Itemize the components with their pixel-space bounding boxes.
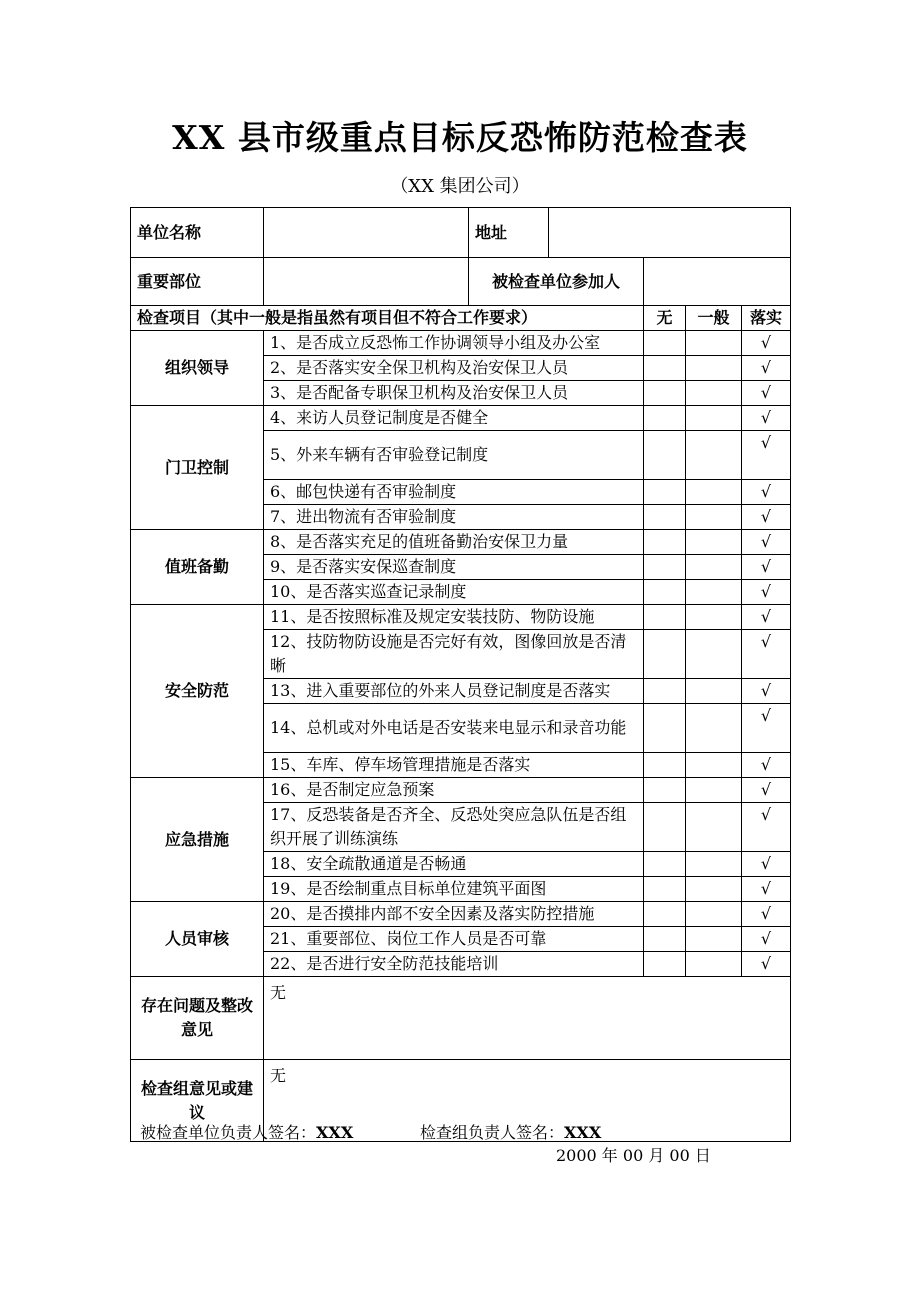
done-check-mark[interactable]: √ bbox=[742, 356, 791, 381]
none-cell[interactable] bbox=[644, 356, 686, 381]
category-label: 门卫控制 bbox=[131, 406, 264, 530]
category-label: 组织领导 bbox=[131, 331, 264, 406]
none-cell[interactable] bbox=[644, 480, 686, 505]
general-cell[interactable] bbox=[686, 331, 742, 356]
general-cell[interactable] bbox=[686, 877, 742, 902]
done-check-mark[interactable]: √ bbox=[742, 605, 791, 630]
general-cell[interactable] bbox=[686, 356, 742, 381]
opinion-field[interactable]: 无 bbox=[264, 1060, 791, 1142]
unit-signature-value: XXX bbox=[316, 1123, 354, 1142]
none-cell[interactable] bbox=[644, 381, 686, 406]
general-cell[interactable] bbox=[686, 902, 742, 927]
general-cell[interactable] bbox=[686, 927, 742, 952]
done-check-mark[interactable]: √ bbox=[742, 753, 791, 778]
participants-field[interactable] bbox=[644, 258, 791, 306]
address-label: 地址 bbox=[469, 208, 549, 258]
done-check-mark[interactable]: √ bbox=[742, 778, 791, 803]
category-label: 应急措施 bbox=[131, 778, 264, 902]
done-check-mark[interactable]: √ bbox=[742, 902, 791, 927]
group-signature-value: XXX bbox=[564, 1123, 602, 1142]
address-field[interactable] bbox=[549, 208, 791, 258]
check-item: 14、总机或对外电话是否安装来电显示和录音功能 bbox=[264, 704, 644, 753]
check-item: 21、重要部位、岗位工作人员是否可靠 bbox=[264, 927, 644, 952]
check-item: 10、是否落实巡查记录制度 bbox=[264, 580, 644, 605]
check-item: 22、是否进行安全防范技能培训 bbox=[264, 952, 644, 977]
group-signature bbox=[420, 1120, 601, 1143]
done-check-mark[interactable]: √ bbox=[742, 530, 791, 555]
none-cell[interactable] bbox=[644, 803, 686, 852]
table-row bbox=[131, 605, 791, 630]
check-item: 3、是否配备专职保卫机构及治安保卫人员 bbox=[264, 381, 644, 406]
general-cell[interactable] bbox=[686, 555, 742, 580]
check-item: 2、是否落实安全保卫机构及治安保卫人员 bbox=[264, 356, 644, 381]
general-cell[interactable] bbox=[686, 778, 742, 803]
table-row bbox=[131, 331, 791, 356]
done-check-mark[interactable]: √ bbox=[742, 406, 791, 431]
page-subtitle: （XX 集团公司） bbox=[390, 176, 530, 197]
none-cell[interactable] bbox=[644, 505, 686, 530]
unit-signature bbox=[140, 1120, 353, 1143]
none-cell[interactable] bbox=[644, 679, 686, 704]
unit-name-field[interactable] bbox=[264, 208, 469, 258]
table-row bbox=[131, 530, 791, 555]
group-signature-label: 检查组负责人签名： bbox=[420, 1123, 565, 1142]
general-cell[interactable] bbox=[686, 803, 742, 852]
done-column-header: 落实 bbox=[742, 306, 791, 331]
none-column-header: 无 bbox=[644, 306, 686, 331]
check-item: 6、邮包快递有否审验制度 bbox=[264, 480, 644, 505]
item-column-header: 检查项目（其中一般是指虽然有项目但不符合工作要求） bbox=[131, 306, 644, 331]
signature-date: 2000 年 00 月 00 日 bbox=[556, 1146, 711, 1165]
check-item: 16、是否制定应急预案 bbox=[264, 778, 644, 803]
check-item: 1、是否成立反恐怖工作协调领导小组及办公室 bbox=[264, 331, 644, 356]
page-title: XX 县市级重点目标反恐怖防范检查表 bbox=[172, 118, 748, 157]
general-cell[interactable] bbox=[686, 630, 742, 679]
none-cell[interactable] bbox=[644, 431, 686, 480]
none-cell[interactable] bbox=[644, 630, 686, 679]
table-row bbox=[131, 778, 791, 803]
check-item: 13、进入重要部位的外来人员登记制度是否落实 bbox=[264, 679, 644, 704]
check-item: 19、是否绘制重点目标单位建筑平面图 bbox=[264, 877, 644, 902]
table-row bbox=[131, 406, 791, 431]
done-check-mark[interactable]: √ bbox=[742, 555, 791, 580]
none-cell[interactable] bbox=[644, 555, 686, 580]
done-check-mark[interactable]: √ bbox=[742, 803, 791, 852]
general-cell[interactable] bbox=[686, 580, 742, 605]
general-cell[interactable] bbox=[686, 605, 742, 630]
participants-label: 被检查单位参加人 bbox=[469, 258, 644, 306]
check-item: 11、是否按照标准及规定安装技防、物防设施 bbox=[264, 605, 644, 630]
issues-field[interactable]: 无 bbox=[264, 977, 791, 1060]
check-item: 15、车库、停车场管理措施是否落实 bbox=[264, 753, 644, 778]
check-item: 7、进出物流有否审验制度 bbox=[264, 505, 644, 530]
general-cell[interactable] bbox=[686, 704, 742, 753]
check-item: 9、是否落实安保巡查制度 bbox=[264, 555, 644, 580]
none-cell[interactable] bbox=[644, 927, 686, 952]
check-item: 8、是否落实充足的值班备勤治安保卫力量 bbox=[264, 530, 644, 555]
category-label: 安全防范 bbox=[131, 605, 264, 778]
general-cell[interactable] bbox=[686, 852, 742, 877]
none-cell[interactable] bbox=[644, 605, 686, 630]
general-cell[interactable] bbox=[686, 505, 742, 530]
table-row bbox=[131, 902, 791, 927]
none-cell[interactable] bbox=[644, 530, 686, 555]
check-item: 20、是否摸排内部不安全因素及落实防控措施 bbox=[264, 902, 644, 927]
general-cell[interactable] bbox=[686, 406, 742, 431]
issues-label: 存在问题及整改意见 bbox=[131, 977, 264, 1060]
category-label: 人员审核 bbox=[131, 902, 264, 977]
done-check-mark[interactable]: √ bbox=[742, 331, 791, 356]
category-label: 值班备勤 bbox=[131, 530, 264, 605]
none-cell[interactable] bbox=[644, 902, 686, 927]
general-cell[interactable] bbox=[686, 530, 742, 555]
done-check-mark[interactable]: √ bbox=[742, 480, 791, 505]
none-cell[interactable] bbox=[644, 877, 686, 902]
done-check-mark[interactable]: √ bbox=[742, 952, 791, 977]
none-cell[interactable] bbox=[644, 952, 686, 977]
key-dept-field[interactable] bbox=[264, 258, 469, 306]
done-check-mark[interactable]: √ bbox=[742, 852, 791, 877]
inspection-table bbox=[130, 207, 791, 1142]
general-cell[interactable] bbox=[686, 753, 742, 778]
done-check-mark[interactable]: √ bbox=[742, 927, 791, 952]
done-check-mark[interactable]: √ bbox=[742, 877, 791, 902]
check-item: 17、反恐装备是否齐全、反恐处突应急队伍是否组织开展了训练演练 bbox=[264, 803, 644, 852]
check-item: 4、来访人员登记制度是否健全 bbox=[264, 406, 644, 431]
opinion-label: 检查组意见或建议 bbox=[131, 1060, 264, 1142]
none-cell[interactable] bbox=[644, 852, 686, 877]
done-check-mark[interactable]: √ bbox=[742, 704, 791, 753]
none-cell[interactable] bbox=[644, 580, 686, 605]
done-check-mark[interactable]: √ bbox=[742, 630, 791, 679]
general-cell[interactable] bbox=[686, 480, 742, 505]
done-check-mark[interactable]: √ bbox=[742, 580, 791, 605]
none-cell[interactable] bbox=[644, 704, 686, 753]
issues-row bbox=[131, 977, 791, 1060]
done-check-mark[interactable]: √ bbox=[742, 679, 791, 704]
none-cell[interactable] bbox=[644, 753, 686, 778]
general-cell[interactable] bbox=[686, 431, 742, 480]
none-cell[interactable] bbox=[644, 406, 686, 431]
general-cell[interactable] bbox=[686, 952, 742, 977]
unit-signature-label: 被检查单位负责人签名： bbox=[140, 1123, 317, 1142]
general-cell[interactable] bbox=[686, 381, 742, 406]
key-dept-label: 重要部位 bbox=[131, 258, 264, 306]
general-column-header: 一般 bbox=[686, 306, 742, 331]
done-check-mark[interactable]: √ bbox=[742, 381, 791, 406]
done-check-mark[interactable]: √ bbox=[742, 431, 791, 480]
general-cell[interactable] bbox=[686, 679, 742, 704]
check-item: 5、外来车辆有否审验登记制度 bbox=[264, 431, 644, 480]
done-check-mark[interactable]: √ bbox=[742, 505, 791, 530]
check-item: 12、技防物防设施是否完好有效，图像回放是否清晰 bbox=[264, 630, 644, 679]
none-cell[interactable] bbox=[644, 778, 686, 803]
check-item: 18、安全疏散通道是否畅通 bbox=[264, 852, 644, 877]
unit-name-label: 单位名称 bbox=[131, 208, 264, 258]
none-cell[interactable] bbox=[644, 331, 686, 356]
